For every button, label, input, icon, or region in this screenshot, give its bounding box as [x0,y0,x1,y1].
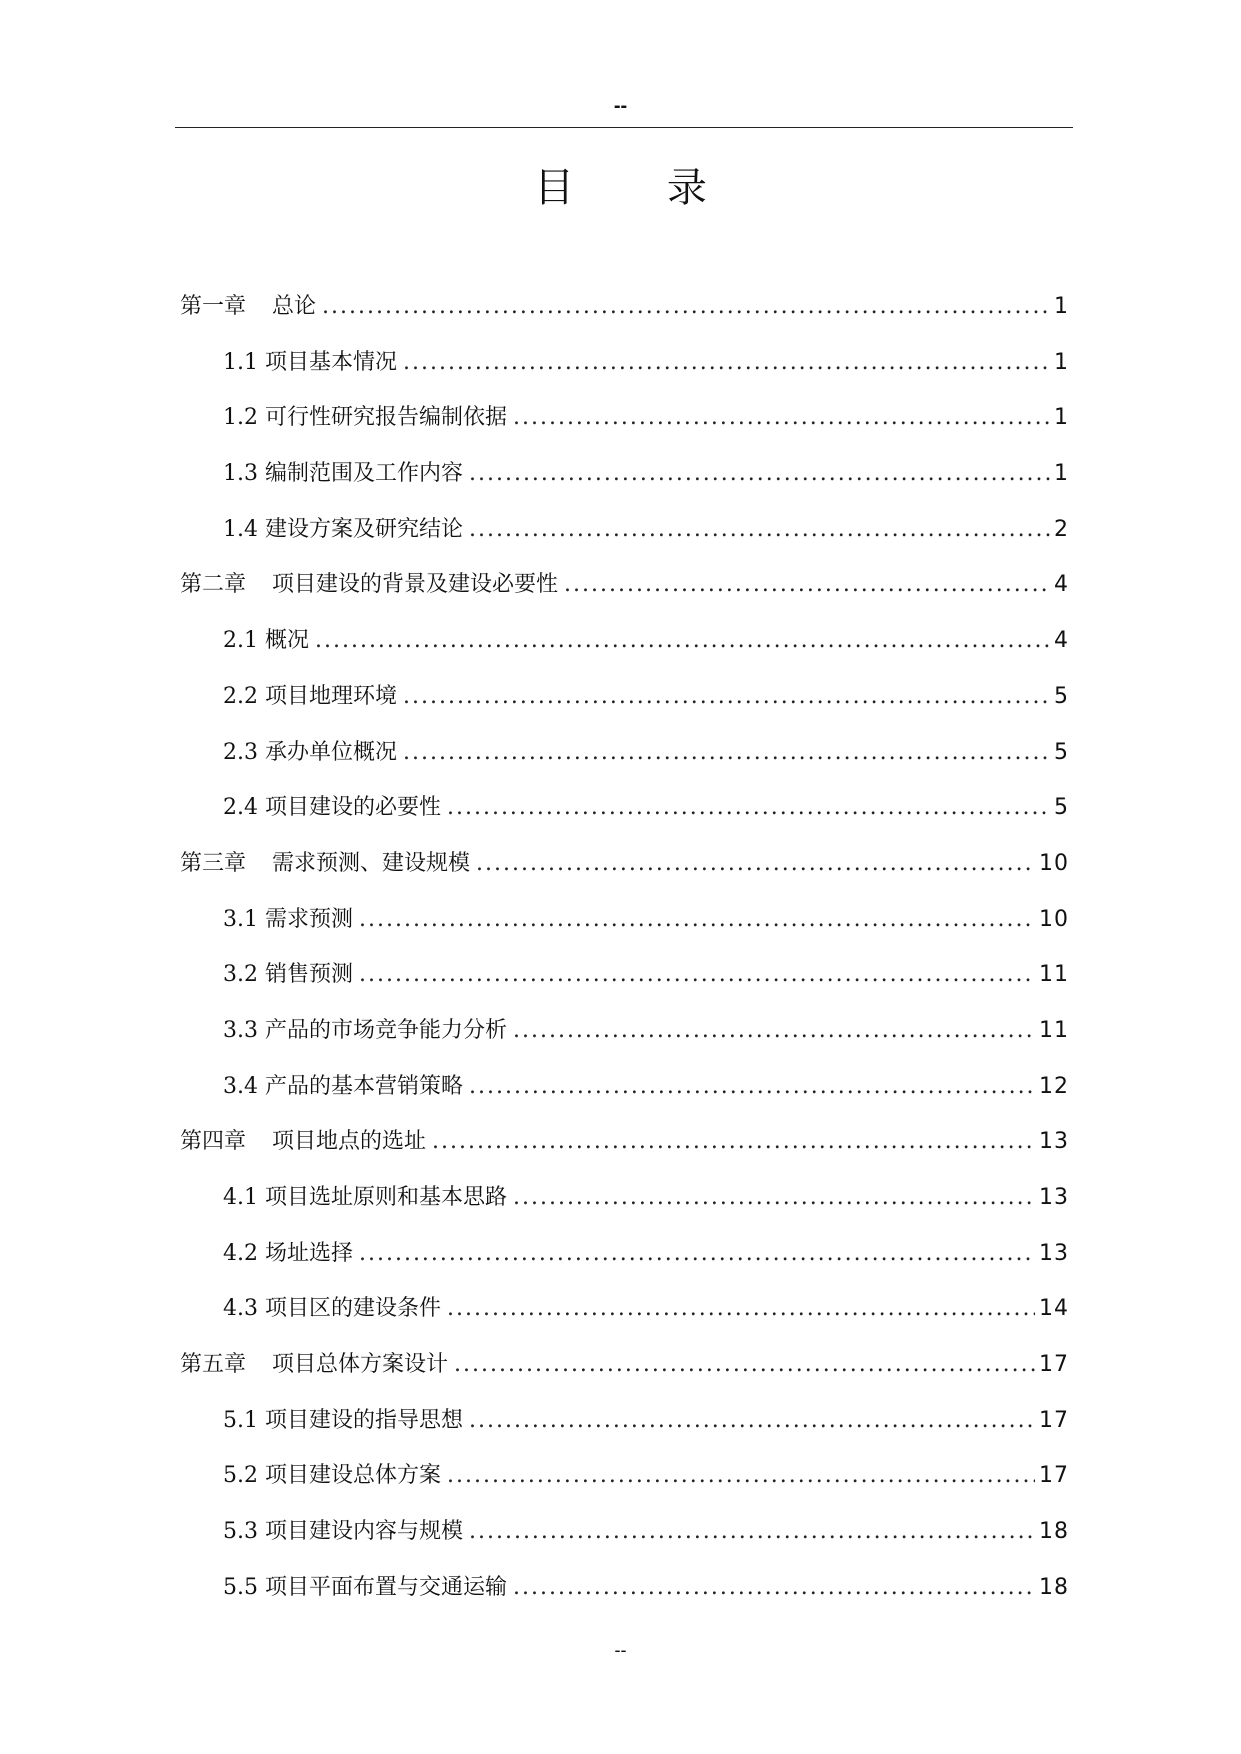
toc-dot-leader [432,1114,1035,1170]
toc-entry-label: 4.2 场址选择 [223,1240,353,1266]
toc-entry-label: 5.3 项目建设内容与规模 [223,1519,463,1545]
toc-dot-leader [403,335,1050,391]
toc-entry-label: 2.3 承办单位概况 [223,739,397,765]
toc-section-entry[interactable] [180,1393,1069,1449]
toc-entry-label: 1.3 编制范围及工作内容 [223,461,463,487]
toc-page-number: 18 [1039,1519,1069,1545]
toc-page-number: 17 [1039,1463,1069,1489]
toc-dot-leader [447,1448,1035,1504]
toc-section-entry[interactable] [180,892,1069,948]
toc-entry-label: 5.2 项目建设总体方案 [223,1463,441,1489]
toc-dot-leader [447,1281,1035,1337]
toc-section-entry[interactable] [180,1170,1069,1226]
toc-page-number: 2 [1054,516,1069,542]
table-of-contents [180,279,1069,1616]
toc-section-entry[interactable] [180,390,1069,446]
toc-page-number: 17 [1039,1407,1069,1433]
toc-dot-leader [513,1560,1035,1616]
toc-section-entry[interactable] [180,1003,1069,1059]
toc-dot-leader [469,502,1050,558]
toc-chapter-entry[interactable] [180,557,1069,613]
toc-page-number: 11 [1039,1017,1069,1043]
toc-chapter-entry[interactable] [180,279,1069,335]
toc-page-number: 5 [1054,683,1069,709]
toc-entry-label: 5.5 项目平面布置与交通运输 [223,1574,507,1600]
toc-page-number: 10 [1039,850,1069,876]
toc-section-entry[interactable] [180,1504,1069,1560]
toc-entry-label: 4.1 项目选址原则和基本思路 [223,1185,507,1210]
toc-page-number: 5 [1054,739,1069,765]
toc-entry-label: 2.2 项目地理环境 [223,683,397,709]
toc-entry-label: 需求预测、建设规模 [272,850,471,876]
toc-dot-leader [322,279,1050,335]
toc-dot-leader [513,1003,1035,1059]
toc-dot-leader [469,1059,1035,1115]
toc-page-number: 4 [1054,628,1069,654]
toc-dot-leader [469,1393,1035,1449]
toc-page-number: 13 [1039,1129,1069,1155]
toc-section-entry[interactable] [180,446,1069,502]
toc-page-number: 4 [1054,572,1069,598]
toc-chapter-number: 第四章 [180,1129,247,1155]
toc-entry-label: 3.1 需求预测 [223,906,353,932]
toc-entry-label: 1.4 建设方案及研究结论 [223,516,463,542]
toc-entry-label: 项目总体方案设计 [272,1352,449,1378]
toc-chapter-number: 第二章 [180,572,247,598]
toc-chapter-entry[interactable] [180,1337,1069,1393]
toc-page-number: 18 [1039,1574,1069,1600]
toc-entry-label: 5.1 项目建设的指导思想 [223,1407,463,1433]
toc-section-entry[interactable] [180,1448,1069,1504]
toc-section-entry[interactable] [180,1281,1069,1337]
toc-entry-label: 2.1 概况 [223,628,309,654]
toc-dot-leader [564,557,1050,613]
toc-page-number: 1 [1054,405,1069,431]
toc-entry-label: 4.3 项目区的建设条件 [223,1296,441,1322]
toc-section-entry[interactable] [180,1226,1069,1282]
toc-entry-label: 项目地点的选址 [272,1129,427,1155]
toc-entry-label: 3.3 产品的市场竞争能力分析 [223,1017,507,1043]
toc-section-entry[interactable] [180,780,1069,836]
toc-dot-leader [359,1226,1035,1282]
header-rule [175,127,1073,128]
toc-dot-leader [469,1504,1035,1560]
toc-title: 目 录 [534,165,747,211]
toc-page-number: 12 [1039,1073,1069,1099]
toc-dot-leader [469,446,1050,502]
toc-dot-leader [359,947,1035,1003]
toc-entry-label: 项目建设的背景及建设必要性 [272,572,559,598]
toc-page-number: 13 [1039,1185,1069,1210]
toc-section-entry[interactable] [180,335,1069,391]
toc-page-number: 1 [1054,461,1069,487]
toc-page-number: 14 [1039,1296,1069,1322]
toc-dot-leader [447,780,1050,836]
toc-section-entry[interactable] [180,1059,1069,1115]
toc-page-number: 10 [1039,906,1069,932]
toc-chapter-number: 第一章 [180,294,247,319]
toc-chapter-entry[interactable] [180,1114,1069,1170]
toc-entry-label: 3.4 产品的基本营销策略 [223,1073,463,1099]
toc-dot-leader [359,892,1035,948]
page-header: -- [613,95,628,117]
toc-dot-leader [513,390,1050,446]
toc-chapter-entry[interactable] [180,836,1069,892]
toc-page-number: 5 [1054,795,1069,821]
toc-page-number: 1 [1054,294,1069,319]
toc-dot-leader [476,836,1035,892]
toc-dot-leader [403,725,1050,781]
toc-dot-leader [403,669,1050,725]
toc-dot-leader [315,613,1050,669]
toc-section-entry[interactable] [180,613,1069,669]
toc-entry-label: 2.4 项目建设的必要性 [223,795,441,821]
toc-section-entry[interactable] [180,1560,1069,1616]
toc-chapter-number: 第三章 [180,850,247,876]
toc-page-number: 17 [1039,1352,1069,1378]
toc-entry-label: 总论 [272,294,317,319]
toc-chapter-number: 第五章 [180,1352,247,1378]
toc-entry-label: 1.2 可行性研究报告编制依据 [223,405,507,431]
toc-section-entry[interactable] [180,725,1069,781]
toc-section-entry[interactable] [180,947,1069,1003]
toc-page-number: 11 [1039,962,1069,988]
toc-dot-leader [513,1170,1035,1226]
toc-entry-label: 1.1 项目基本情况 [223,349,397,375]
toc-page-number: 13 [1039,1240,1069,1266]
toc-dot-leader [454,1337,1035,1393]
page-footer: -- [614,1640,627,1660]
toc-section-entry[interactable] [180,502,1069,558]
toc-section-entry[interactable] [180,669,1069,725]
toc-page-number: 1 [1054,349,1069,375]
toc-entry-label: 3.2 销售预测 [223,962,353,988]
